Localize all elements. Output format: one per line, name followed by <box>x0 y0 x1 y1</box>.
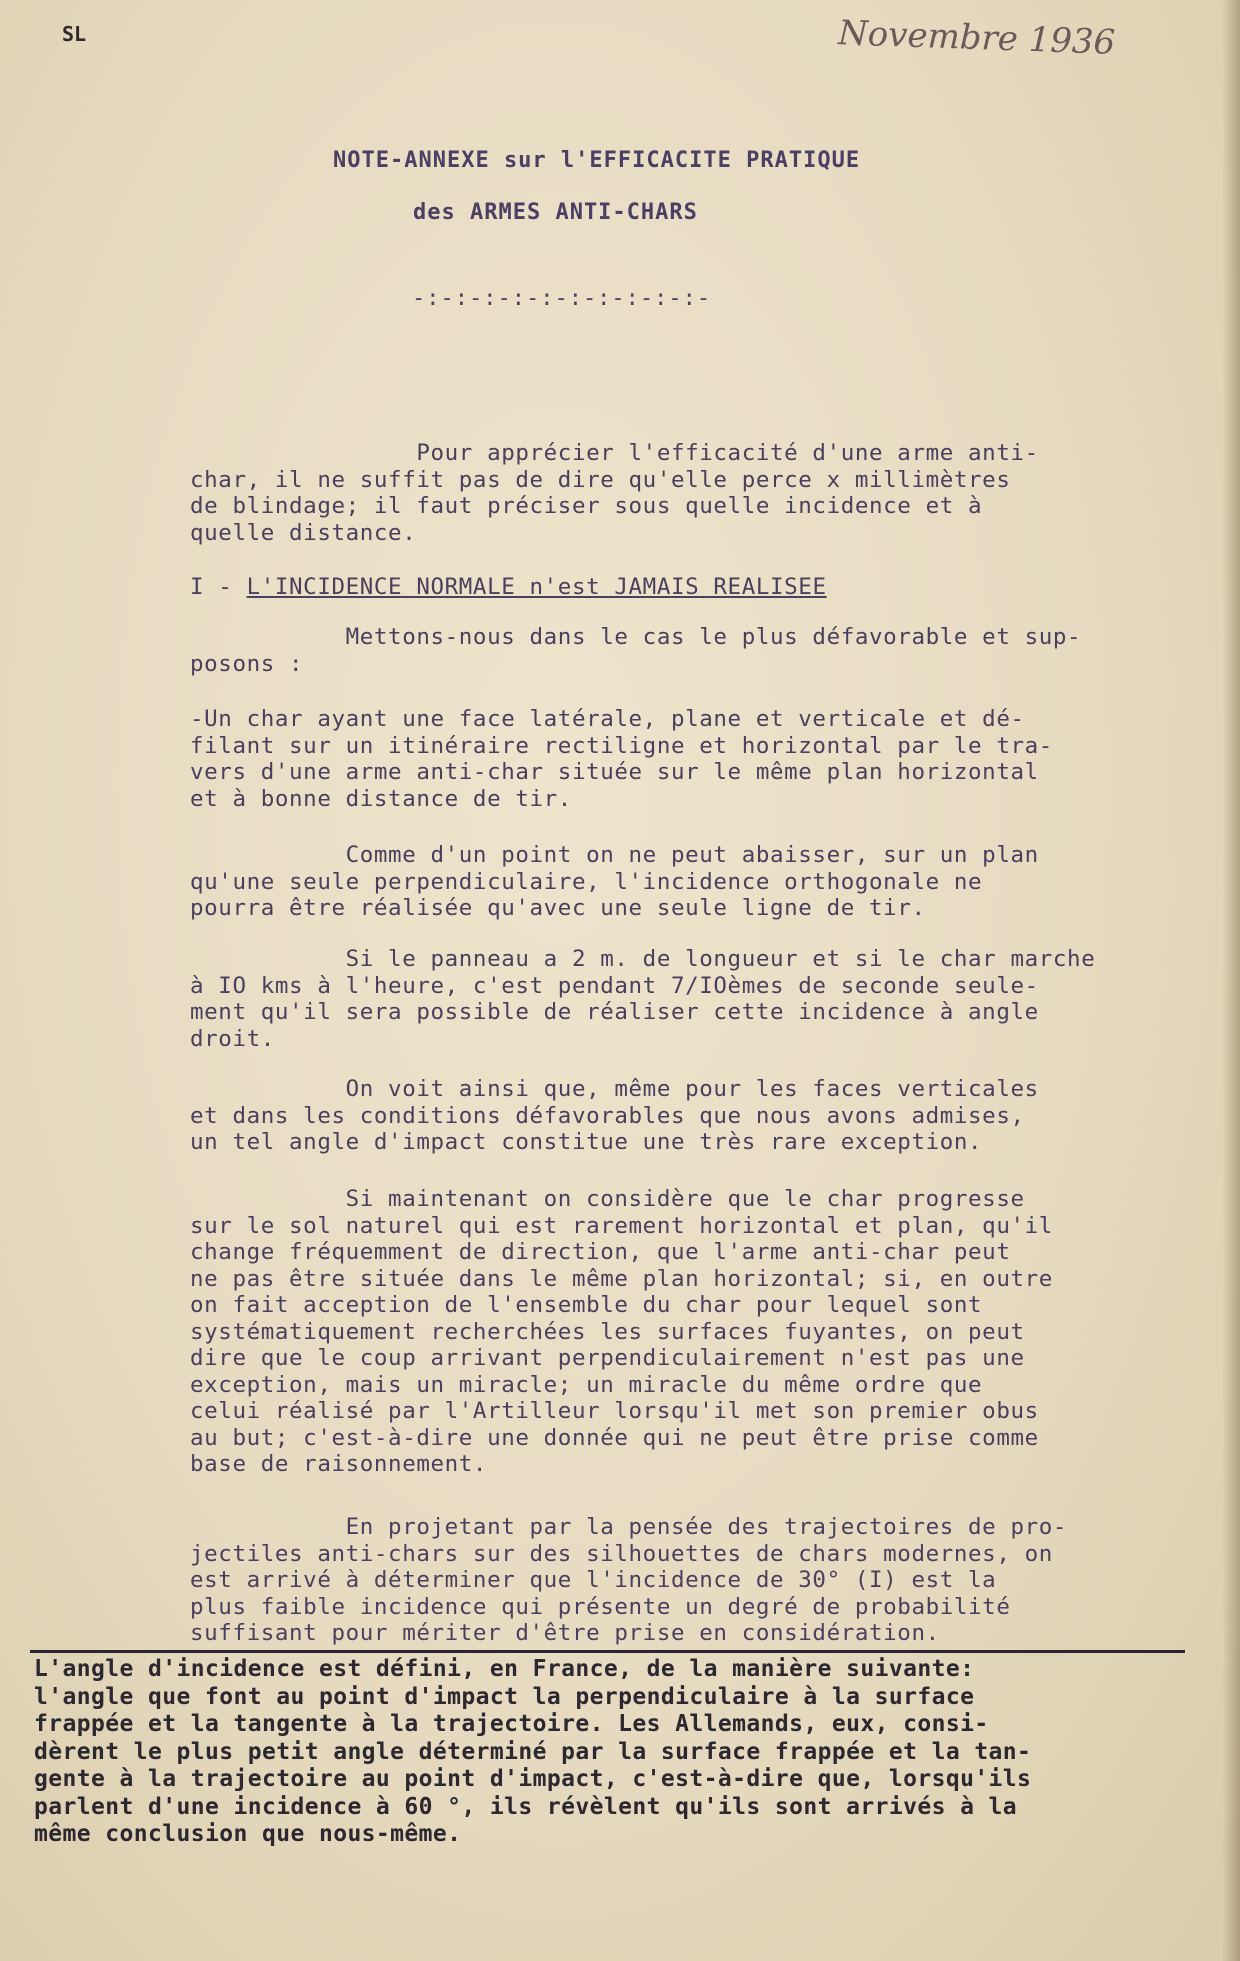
section-heading <box>190 574 827 600</box>
paragraph-hypothesis: Mettons-nous dans le cas le plus défavorable et sup- posons : <box>190 624 1082 677</box>
footnote: L'angle d'incidence est défini, en France, de la manière suivante: l'angle que font au point d'impact la perpendiculaire à la surface frappée et la tangente à la trajectoire. Les Allemands, eux, consi- dèrent le plus petit angle déterminé par la surface frappée et la tan- gente à la trajectoire au point d'impact, c'est-à-dire que, lorsqu'ils parlent d'une incidence à 60 °, ils révèlent qu'ils sont arrivés à la même conclusion que nous-même. <box>34 1656 1032 1847</box>
paragraph-char-example: -Un char ayant une face latérale, plane et verticale et dé- filant sur un itinéraire rectiligne et horizontal par le tra- vers d'une arme anti-char située sur le même plan horizontal et à bonne distance de tir. <box>190 706 1053 812</box>
document-subtitle: des ARMES ANTI-CHARS <box>413 200 698 225</box>
corner-mark: SL <box>62 22 87 46</box>
section-title: L'INCIDENCE NORMALE n'est JAMAIS REALISEE <box>246 574 827 600</box>
paragraph-intro: Pour apprécier l'efficacité d'une arme anti- char, il ne suffit pas de dire qu'elle perce x millimètres de blindage; il faut préciser sous quelle incidence et à quelle distance. <box>190 440 1039 546</box>
handwritten-date: Novembre 1936 <box>837 13 1116 63</box>
document-title: NOTE-ANNEXE sur l'EFFICACITE PRATIQUE <box>333 148 861 173</box>
footnote-divider <box>30 1650 1185 1653</box>
paragraph-perpendicular: Comme d'un point on ne peut abaisser, sur un plan qu'une seule perpendiculaire, l'incidence orthogonale ne pourra être réalisée qu'avec une seule ligne de tir. <box>190 842 1039 921</box>
section-number: I - <box>190 574 247 600</box>
paragraph-terrain: Si maintenant on considère que le char progresse sur le sol naturel qui est rarement horizontal et plan, qu'il change fréquemment de direction, que l'arme anti-char peut ne pas être située dans le même plan horizontal; si, en outre on fait acception de l'ensemble du char pour lequel sont systématiquement recherchées les surfaces fuyantes, on peut dire que le coup arrivant perpendiculairement n'est pas une exception, mais un miracle; un miracle du même ordre que celui réalisé par l'Artilleur lorsqu'il met son premier obus au but; c'est-à-dire une donnée qui ne peut être prise comme base de raisonnement. <box>190 1186 1053 1477</box>
title-separator: -:-:-:-:-:-:-:-:-:-:- <box>412 286 712 311</box>
page-edge-shadow <box>1222 0 1240 1961</box>
paragraph-rare-exception: On voit ainsi que, même pour les faces verticales et dans les conditions défavorables que nous avons admises, un tel angle d'impact constitue une très rare exception. <box>190 1076 1039 1155</box>
paragraph-incidence-30: En projetant par la pensée des trajectoires de pro- jectiles anti-chars sur des silhouettes de chars modernes, on est arrivé à déterminer que l'incidence de 30° (I) est la plus faible incidence qui présente un degré de probabilité suffisant pour mériter d'être prise en considération. <box>190 1514 1068 1646</box>
paragraph-panel-timing: Si le panneau a 2 m. de longueur et si le char marche à IO kms à l'heure, c'est pendant 7/IOèmes de seconde seule- ment qu'il sera possible de réaliser cette incidence à angle droit. <box>190 946 1096 1052</box>
